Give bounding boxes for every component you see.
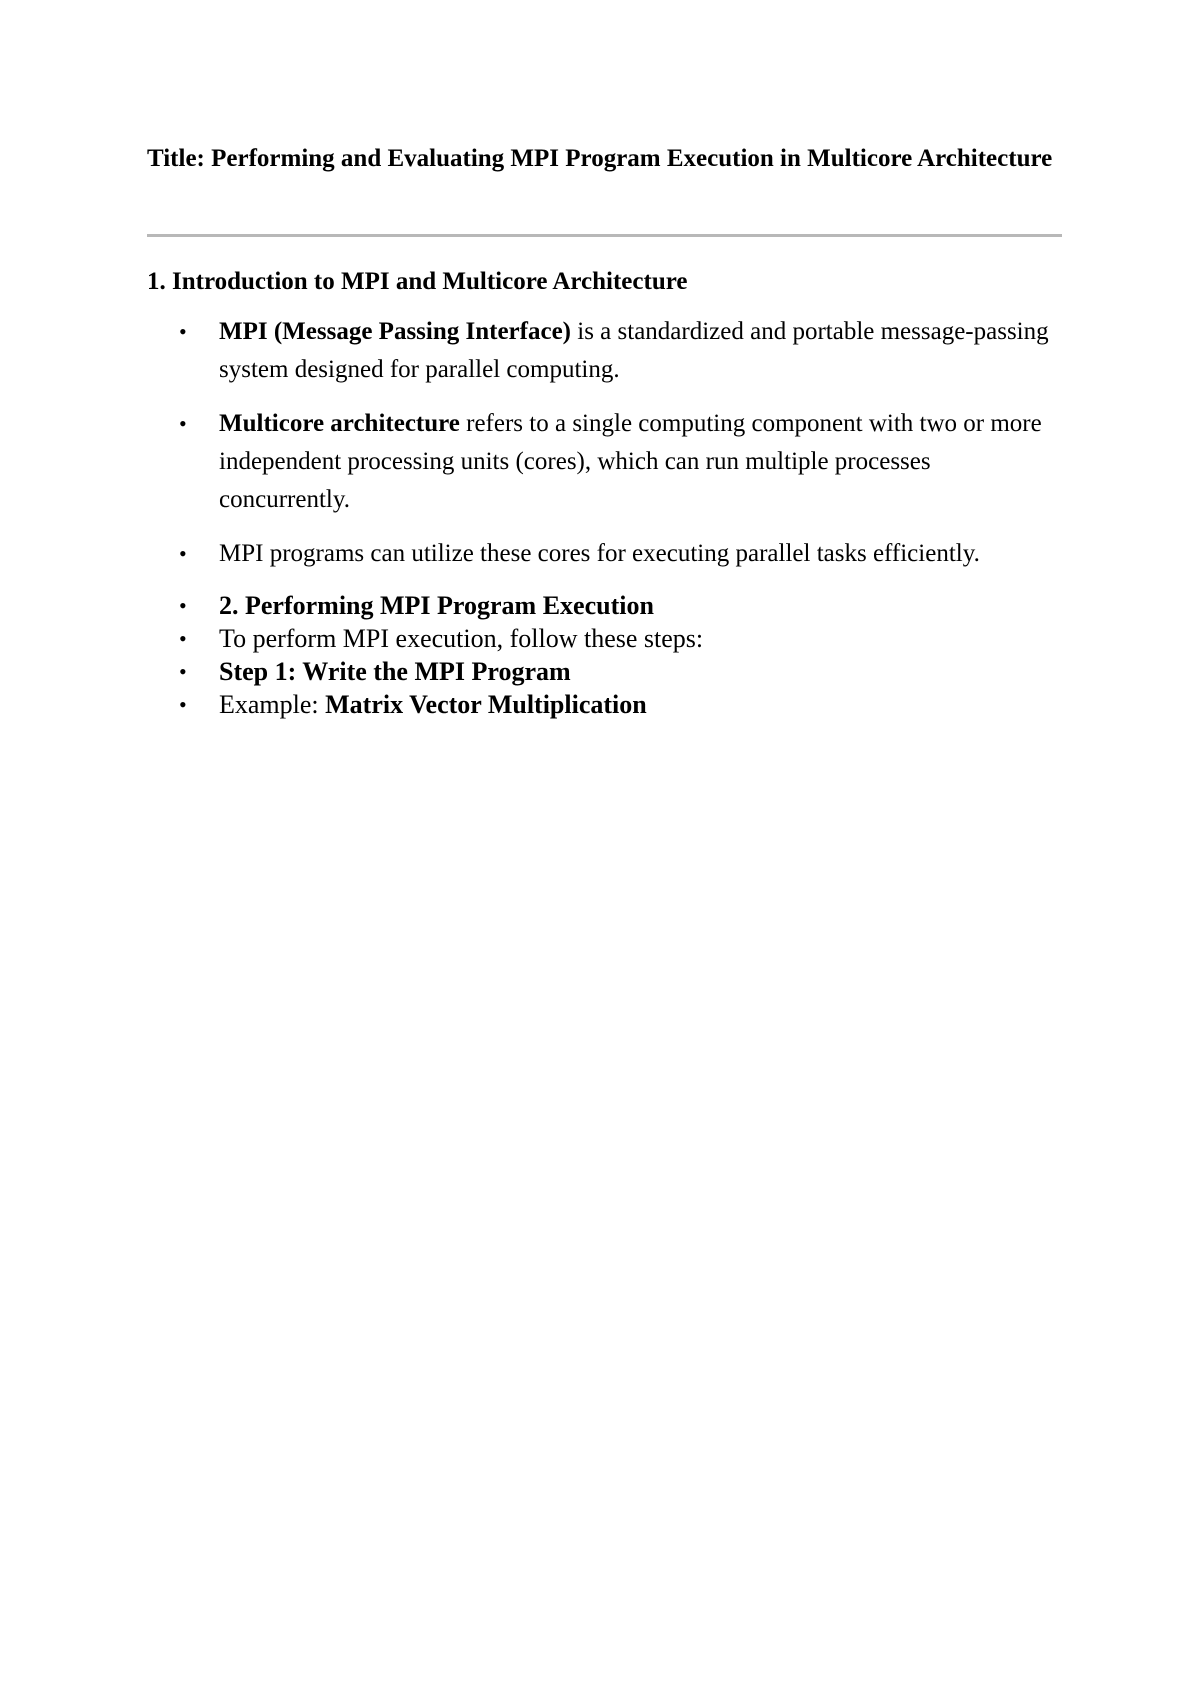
document-content xyxy=(147,140,1062,721)
bullet-text: To perform MPI execution, follow these steps: xyxy=(219,624,704,653)
bullet-bold-term: Step 1: Write the MPI Program xyxy=(219,657,571,686)
list-item xyxy=(219,535,1062,573)
list-item xyxy=(219,622,1062,655)
document-title: Title: Performing and Evaluating MPI Program Execution in Multicore Architecture xyxy=(147,145,1053,172)
bullet-text: Example: xyxy=(219,690,326,719)
intro-bullet-list xyxy=(147,313,1062,573)
list-item xyxy=(219,405,1062,519)
execution-bullet-list xyxy=(147,589,1062,721)
list-item xyxy=(219,313,1062,389)
list-item xyxy=(219,655,1062,688)
bullet-bold-term: 2. Performing MPI Program Execution xyxy=(219,591,654,620)
bullet-bold-term: MPI (Message Passing Interface) xyxy=(219,318,571,345)
bullet-bold-term: Multicore architecture xyxy=(219,410,460,437)
list-item xyxy=(219,688,1062,721)
list-item xyxy=(219,589,1062,622)
bullet-bold-term: Matrix Vector Multiplication xyxy=(325,690,647,719)
bullet-text: refers to a single computing component with two or more independent processing units (cores), which can run multiple processes concurrently. xyxy=(219,410,1042,513)
horizontal-divider xyxy=(147,234,1062,237)
bullet-text: is a standardized and portable message-passing system designed for parallel computing. xyxy=(219,318,1049,383)
section-heading-intro: 1. Introduction to MPI and Multicore Architecture xyxy=(147,268,688,295)
bullet-text: MPI programs can utilize these cores for executing parallel tasks efficiently. xyxy=(219,540,980,567)
